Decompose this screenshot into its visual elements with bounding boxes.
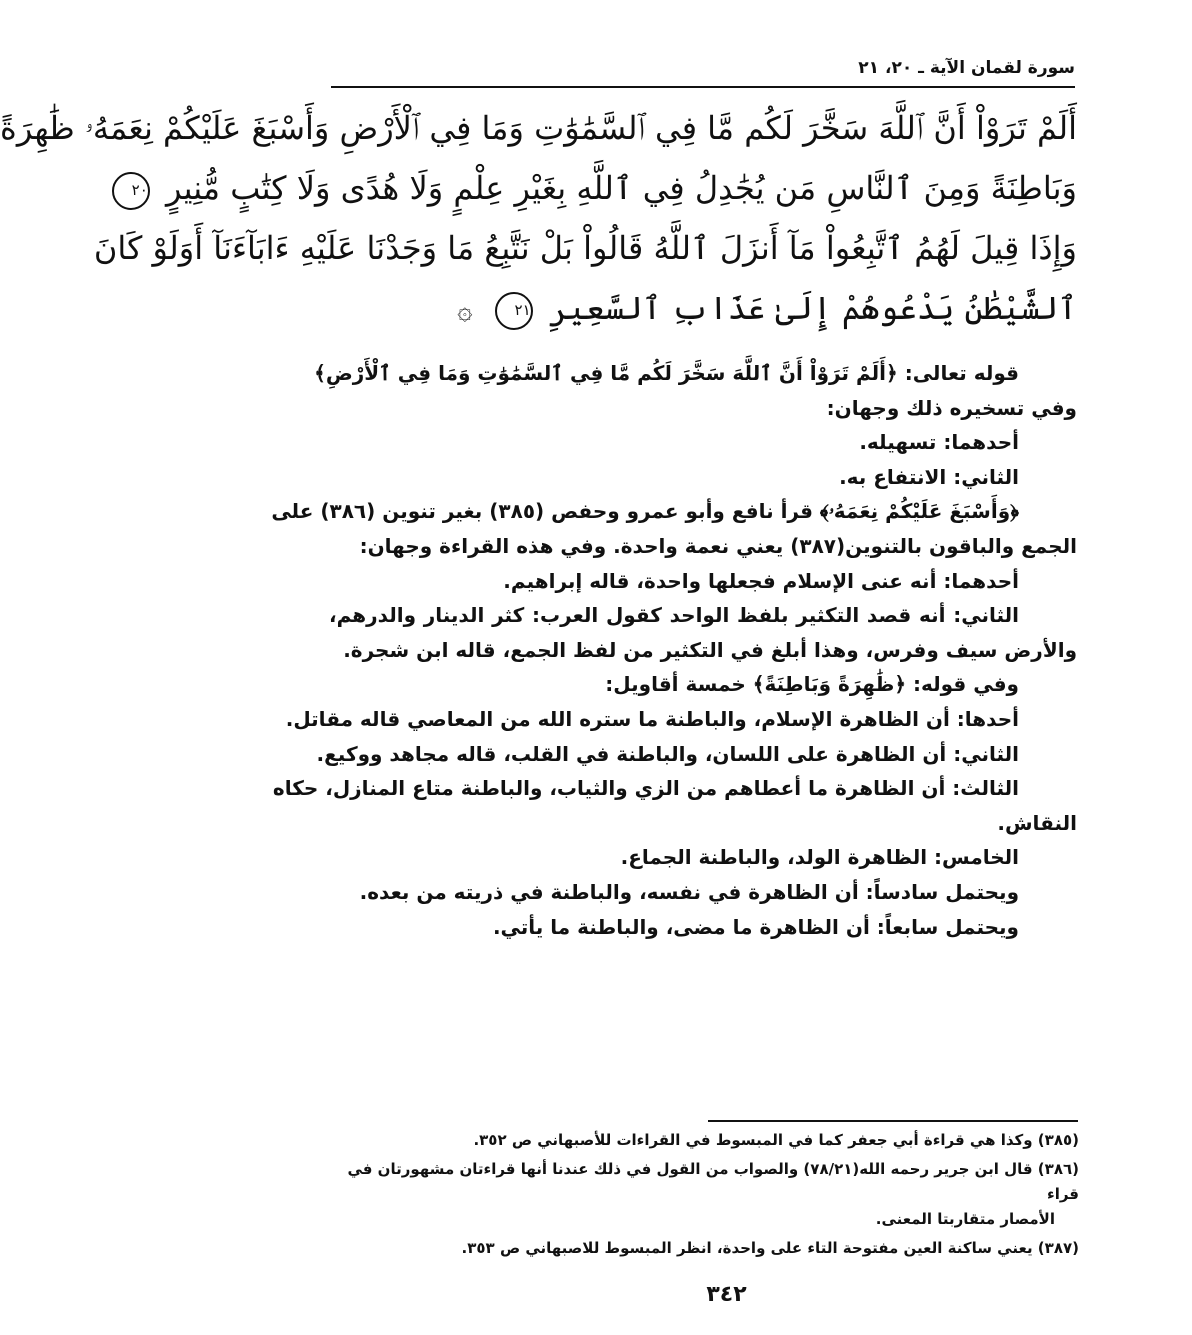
quran-line-4-text: ٱلشَّيْطَٰنُ يَدْعُوهُمْ إِلَىٰ عَذَابِ ٱلسَّعِيرِ [548, 289, 1077, 327]
commentary-line-14: النقاش. [997, 810, 1077, 835]
commentary-line-6: الجمع والباقون بالتنوين(٣٨٧) يعني نعمة واحدة. وفي هذه القراءة وجهان: [359, 533, 1077, 558]
commentary-line-7: أحدهما: أنه عنى الإسلام فجعلها واحدة، قاله إبراهيم. [503, 568, 1019, 593]
commentary-line-16: ويحتمل سادساً: أن الظاهرة في نفسه، والباطنة في ذريته من بعده. [359, 879, 1019, 904]
quran-verses [0, 98, 1077, 338]
commentary-line-12: الثاني: أن الظاهرة على اللسان، والباطنة في القلب، قاله مجاهد ووكيع. [316, 741, 1019, 766]
footnote-385-text: (٣٨٥) وكذا هي قراءة أبي جعفر كما في المبسوط في القراءات للأصبهاني ص ٣٥٢. [473, 1131, 1079, 1149]
commentary-line-2: وفي تسخيره ذلك وجهان: [826, 395, 1077, 420]
footnote-386 [327, 1157, 1079, 1232]
commentary-line-13: الثالث: أن الظاهرة ما أعطاهم من الزي والثياب، والباطنة متاع المنازل، حكاه [272, 776, 1019, 801]
running-header [331, 56, 1075, 88]
footnote-386-continuation: الأمصار متقاربتا المعنى. [875, 1210, 1055, 1228]
commentary-line-17: ويحتمل سابعاً: أن الظاهرة ما مضى، والباطنة ما يأتي. [492, 914, 1019, 939]
quran-line-1 [0, 98, 1077, 158]
ayah-marker-20: ٢٠ [112, 172, 150, 210]
quran-line-4 [329, 278, 1077, 338]
commentary [271, 356, 1077, 944]
quran-line-2-text: وَبَاطِنَةً وَمِنَ ٱلنَّاسِ مَن يُجَٰدِلُ فِي ٱللَّهِ بِغَيْرِ عِلْمٍ وَلَا هُدًى وَلَا كِتَٰبٍ مُّنِيرٍ [165, 169, 1077, 207]
page-number: ٣٤٢ [706, 1282, 747, 1307]
commentary-line-15: الخامس: الظاهرة الولد، والباطنة الجماع. [620, 845, 1019, 870]
commentary-line-4: الثاني: الانتفاع به. [839, 464, 1019, 489]
quran-line-2 [131, 158, 1077, 218]
header-title: سورة لقمان الآية ـ ٢٠، ٢١ [858, 58, 1075, 78]
quran-line-3-text: وَإِذَا قِيلَ لَهُمُ ٱتَّبِعُواْ مَآ أَنزَلَ ٱللَّهُ قَالُواْ بَلْ نَتَّبِعُ مَا وَجَدْنَا عَلَيْهِ ءَابَآءَنَآ أَوَلَوْ كَانَ [93, 229, 1077, 267]
commentary-line-8: الثاني: أنه قصد التكثير بلفظ الواحد كقول العرب: كثر الدينار والدرهم، [329, 603, 1019, 628]
commentary-line-10: وفي قوله: ﴿ظَٰهِرَةً وَبَاطِنَةً﴾ خمسة أقاويل: [605, 672, 1019, 697]
footnote-385 [327, 1128, 1079, 1153]
commentary-line-5: ﴿وَأَسْبَغَ عَلَيْكُمْ نِعَمَهُۥ﴾ قرأ نافع وأبو عمرو وحفص (٣٨٥) بغير تنوين (٣٨٦) على [271, 499, 1019, 524]
commentary-line-9: والأرض سيف وفرس، وهذا أبلغ في التكثير من لفظ الجمع، قاله ابن شجرة. [343, 637, 1077, 662]
footnote-387-text: (٣٨٧) يعني ساكنة العين مفتوحة التاء على واحدة، انظر المبسوط للاصبهاني ص ٣٥٣. [461, 1239, 1079, 1257]
footnotes [327, 1128, 1079, 1265]
footnote-386-text: (٣٨٦) قال ابن جرير رحمه الله(٧٨/٢١) والصواب من القول في ذلك عندنا أنها قراءتان مشهورتان في قراء [347, 1160, 1079, 1203]
quran-line-3 [93, 218, 1077, 278]
commentary-line-11: أحدها: أن الظاهرة الإسلام، والباطنة ما ستره الله من المعاصي قاله مقاتل. [285, 706, 1019, 731]
commentary-line-3: أحدهما: تسهيله. [859, 430, 1019, 455]
ayah-marker-21: ٢١ [495, 292, 533, 330]
rosette-icon: ۞ [457, 295, 473, 326]
footnote-387 [327, 1236, 1079, 1261]
footnote-divider [708, 1120, 1078, 1122]
commentary-line-1: قوله تعالى: ﴿أَلَمْ تَرَوْاْ أَنَّ ٱللَّهَ سَخَّرَ لَكُم مَّا فِي ٱلسَّمَٰوَٰتِ وَمَا فِي ٱلْأَرْضِ﴾ [314, 361, 1019, 385]
quran-line-1-text: أَلَمْ تَرَوْاْ أَنَّ ٱللَّهَ سَخَّرَ لَكُم مَّا فِي ٱلسَّمَٰوَٰتِ وَمَا فِي ٱلْأَرْضِ وَأَسْبَغَ عَلَيْكُمْ نِعَمَهُۥ ظَٰهِرَةً [0, 109, 1077, 147]
